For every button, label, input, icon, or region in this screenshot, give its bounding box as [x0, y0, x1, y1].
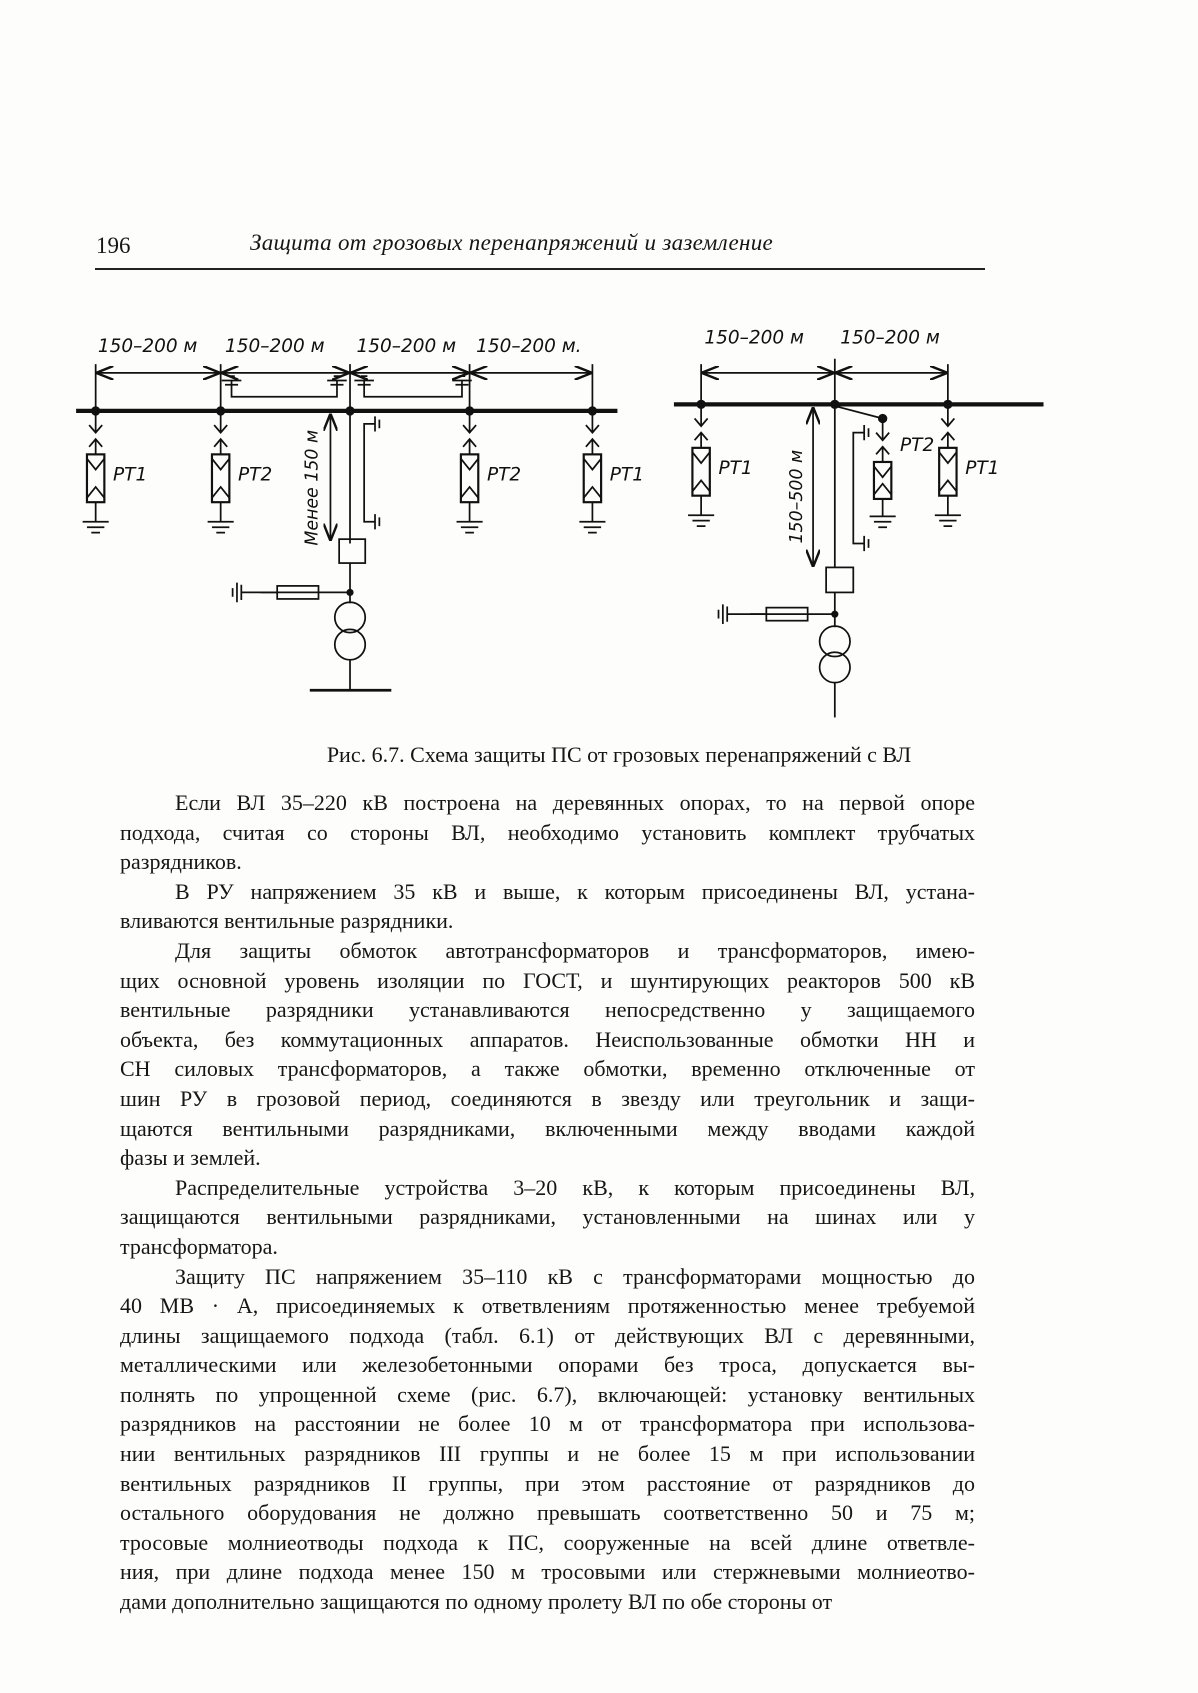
body-text — [120, 788, 975, 1617]
bus-node — [466, 407, 474, 415]
text-line: разрядников. — [120, 849, 242, 875]
figure-schematic — [0, 0, 1198, 760]
text-line: фазы и землей. — [120, 1145, 261, 1171]
transformer-arrester — [233, 583, 350, 603]
figure-caption: Рис. 6.7. Схема защиты ПС от грозовых перенапряжений с ВЛ — [326, 742, 912, 767]
text-line: защищаются вентильными разрядниками, установленными на шинах или у — [120, 1204, 975, 1230]
paragraph — [120, 877, 975, 936]
text-line: тросовые молниеотводы подхода к ПС, сооруженные на всей длине ответвле- — [120, 1529, 975, 1555]
text-line: дами дополнительно защищаются по одному пролету ВЛ по обе стороны от — [120, 1589, 833, 1615]
branch-length-label: Менее 150 м — [302, 429, 323, 546]
paragraph — [120, 788, 975, 877]
arrester-label: РТ2 — [486, 464, 522, 486]
left-dimension-ticks — [96, 364, 593, 543]
paragraph — [120, 1173, 975, 1262]
span-label: 150–200 м — [97, 336, 198, 358]
text-line: щаются вентильными разрядниками, включенными между вводами каждой — [120, 1115, 975, 1141]
bus-node — [879, 415, 887, 423]
ground-wire-symbols — [222, 376, 472, 397]
text-line: разрядников на расстоянии не более 10 м от трансформатора при использова- — [120, 1411, 975, 1437]
transformer-icon — [820, 626, 850, 717]
span-label: 150–200 м — [225, 336, 325, 358]
text-line: нии вентильных разрядников III группы и не более 15 м при использовании — [120, 1441, 975, 1467]
rod-lightning-protection — [853, 425, 868, 551]
text-line: щих основной уровень изоляции по ГОСТ, и шунтирующих реакторов 500 кВ — [120, 967, 975, 993]
bus-node — [589, 407, 597, 415]
paragraph — [120, 936, 975, 1173]
left-diagram — [76, 336, 617, 690]
paragraph — [120, 1262, 975, 1617]
branch-length-label: 150–500 м — [787, 449, 808, 544]
text-line: полнять по упрощенной схеме (рис. 6.7), включающей: установку вентильных — [120, 1381, 975, 1407]
text-line: трансформатора. — [120, 1233, 278, 1259]
text-line: остального оборудования не должно превышать соответственно 50 и 75 м; — [120, 1500, 975, 1526]
text-line: объекта, без коммутационных аппаратов. Неиспользованные обмотки НН и — [120, 1026, 975, 1052]
arrester-label: РТ1 — [718, 457, 753, 479]
transformer-arrester — [719, 604, 835, 624]
valve-arrester-icon — [688, 404, 753, 526]
text-line: СН силовых трансформаторов, а также обмотки, временно отключенные от — [120, 1056, 975, 1082]
arrester-label: РТ1 — [609, 464, 644, 486]
valve-arrester-icon — [83, 411, 148, 533]
text-line: В РУ напряжением 35 кВ и выше, к которым присоединены ВЛ, устана- — [175, 878, 975, 904]
text-line: Защиту ПС напряжением 35–110 кВ с трансформаторами мощностью до — [175, 1263, 975, 1289]
arrester-label: РТ1 — [113, 464, 148, 486]
right-diagram — [674, 327, 1044, 717]
bus-node — [831, 401, 839, 409]
text-line: длины защищаемого подхода (табл. 6.1) от действующих ВЛ с деревянными, — [120, 1322, 975, 1348]
text-line: Для защиты обмоток автотрансформаторов и трансформаторов, имею- — [175, 937, 975, 963]
switchgear-box — [826, 567, 853, 592]
valve-arrester-icon — [457, 411, 522, 533]
text-line: металлическими или железобетонными опорами без троса, допускается вы- — [120, 1352, 975, 1378]
valve-arrester-icon — [870, 418, 935, 527]
switchgear-box — [339, 539, 365, 563]
span-label: 150–200 м. — [476, 336, 582, 358]
rod-lightning-protection — [364, 416, 379, 529]
arrester-label: РТ2 — [900, 435, 935, 457]
text-line: вливаются вентильные разрядники. — [120, 908, 454, 934]
arrester-label: РТ2 — [238, 464, 273, 486]
text-line: вентильных разрядников II группы, при этом расстояние от разрядников до — [120, 1470, 975, 1496]
bus-node — [346, 407, 354, 415]
transformer-icon — [310, 602, 392, 690]
text-line: подхода, считая со стороны ВЛ, необходимо установить комплект трубчатых — [120, 819, 975, 845]
text-line: ния, при длине подхода менее 150 м тросовыми или стержневыми молниеотво- — [120, 1559, 975, 1585]
arrester-label: РТ1 — [965, 457, 1000, 479]
text-line: шин РУ в грозовой период, соединяются в звезду или треугольник и защи- — [120, 1085, 975, 1111]
text-line: вентильные разрядники устанавливаются непосредственно у защищаемого — [120, 997, 975, 1023]
span-label: 150–200 м — [356, 336, 457, 358]
valve-arrester-icon — [935, 404, 1000, 526]
bus-node — [92, 407, 100, 415]
valve-arrester-icon — [579, 411, 644, 533]
text-line: Если ВЛ 35–220 кВ построена на деревянных опорах, то на первой опоре — [175, 790, 975, 815]
running-title: Защита от грозовых перенапряжений и заземление — [250, 230, 774, 255]
bus-node — [944, 401, 952, 409]
text-line: 40 МВ · А, присоединяемых к ответвлениям протяженностью менее требуемой — [120, 1293, 975, 1319]
bus-node — [217, 407, 225, 415]
span-label: 150–200 м — [704, 327, 804, 349]
page-number: 196 — [96, 233, 131, 258]
valve-arrester-icon — [208, 411, 273, 533]
bus-node — [697, 401, 705, 409]
span-label: 150–200 м — [840, 327, 940, 349]
text-line: Распределительные устройства 3–20 кВ, к которым присоединены ВЛ, — [175, 1174, 975, 1200]
